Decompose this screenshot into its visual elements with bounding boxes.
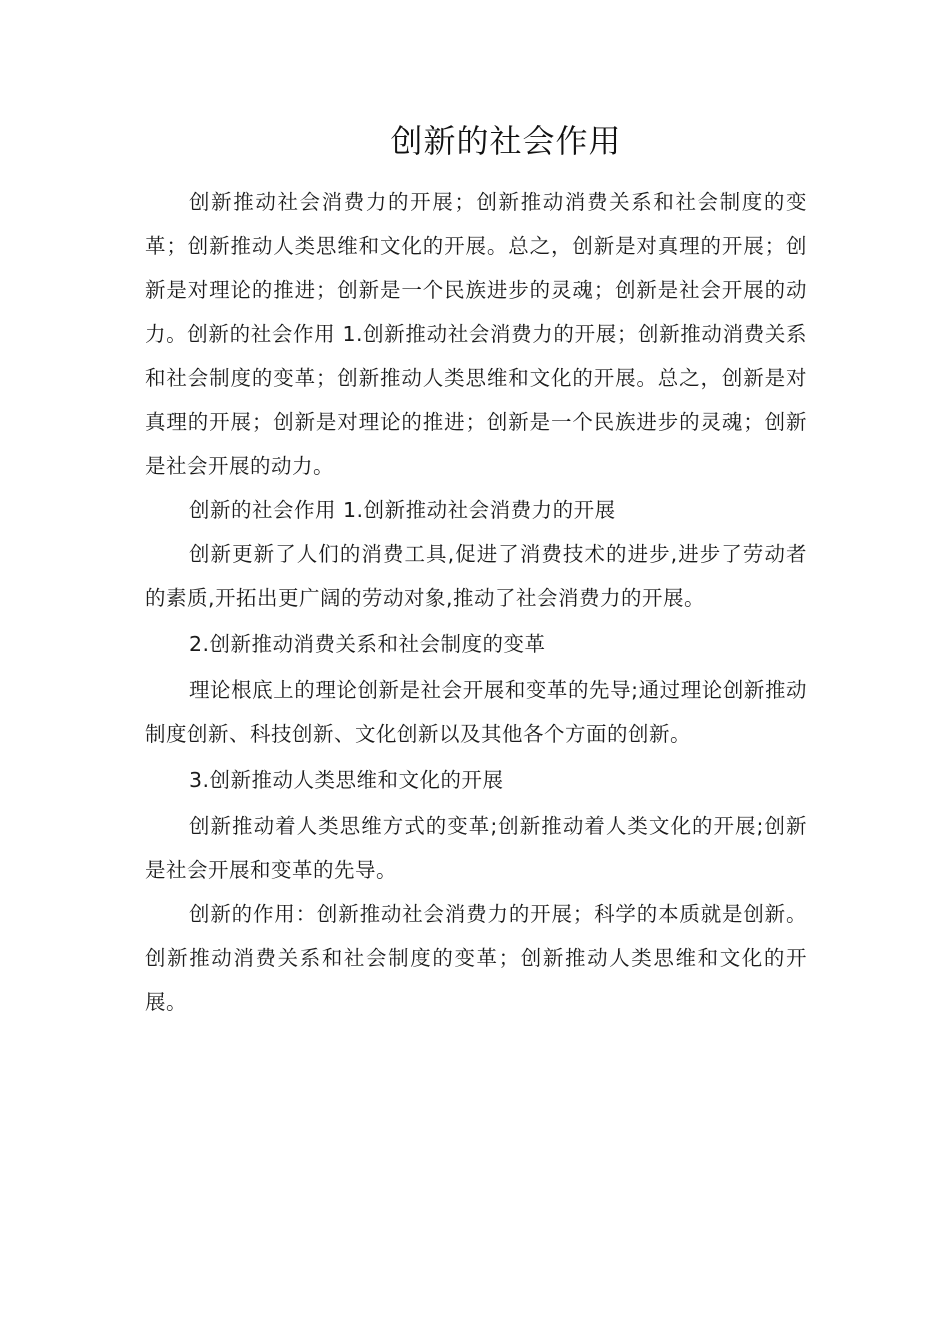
paragraph-section-3: 创新推动着人类思维方式的变革;创新推动着人类文化的开展;创新是社会开展和变革的先导。 <box>145 814 807 882</box>
paragraph-section-2: 理论根底上的理论创新是社会开展和变革的先导;通过理论创新推动制度创新、科技创新、文化创新以及其他各个方面的创新。 <box>145 678 807 746</box>
document-page <box>145 0 807 1024</box>
paragraph-section-1: 创新更新了人们的消费工具,促进了消费技术的进步,进步了劳动者的素质,开拓出更广阔的劳动对象,推动了社会消费力的开展。 <box>145 542 807 610</box>
paragraph-conclusion: 创新的作用：创新推动社会消费力的开展；科学的本质就是创新。创新推动消费关系和社会制度的变革；创新推动人类思维和文化的开展。 <box>145 902 807 1014</box>
paragraph-summary: 创新推动社会消费力的开展；创新推动消费关系和社会制度的变革；创新推动人类思维和文化的开展。总之，创新是对真理的开展；创新是对理论的推进；创新是一个民族进步的灵魂；创新是社会开展的动力。创新的社会作用 1.创新推动社会消费力的开展；创新推动消费关系和社会制度的变革；创新推动人类思维和文化的开展。总之，创新是对真理的开展；创新是对理论的推进；创新是一个民族进步的灵魂；创新是社会开展的动力。 <box>145 190 807 478</box>
section-heading-3: 3.创新推动人类思维和文化的开展 <box>189 768 504 792</box>
section-heading-1: 创新的社会作用 1.创新推动社会消费力的开展 <box>189 498 616 522</box>
section-heading-2: 2.创新推动消费关系和社会制度的变革 <box>189 632 546 656</box>
document-title: 创新的社会作用 <box>390 122 622 160</box>
